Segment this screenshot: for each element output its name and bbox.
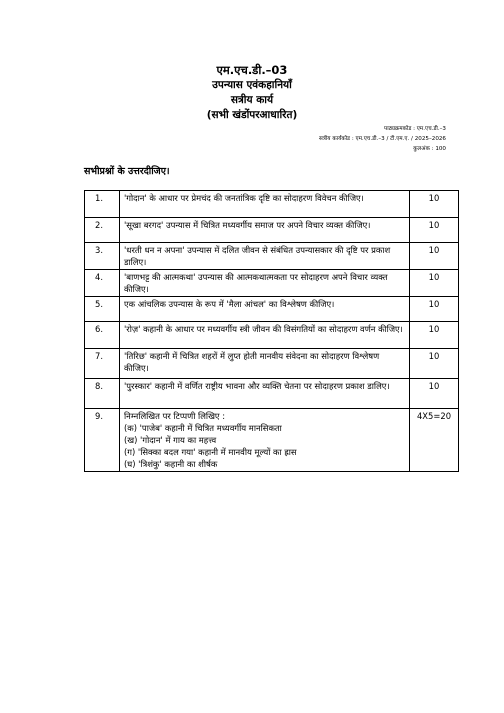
sub-item: (ग) 'सिक्का बदल गया' कहानी में मानवीय मूल्यों का ह्रास: [124, 447, 297, 457]
total-marks-line: कुलअंक : 100: [413, 146, 446, 152]
question-marks: 10: [410, 322, 459, 349]
question-text: 'पुरस्कार' कहानी में वर्णित राष्ट्रीय भावना और व्यक्ति चेतना पर सोदाहरण प्रकाश डालिए।: [120, 379, 410, 409]
table-row: [85, 243, 459, 270]
table-row: [85, 349, 459, 379]
table-row: [85, 297, 459, 322]
question-text: 'रोज़' कहानी के आधार पर मध्यवर्गीय स्त्री जीवन की विसंगतियों का सोदाहरण वर्णन कीजिए।: [120, 322, 410, 349]
course-code-line: पाठ्यक्रमकोड : एम.एच.डी.–3: [384, 126, 446, 132]
question-marks: 10: [410, 243, 459, 270]
question-number: 6.: [85, 322, 120, 349]
question-marks: 10: [410, 379, 459, 409]
assignment-basis: (सभी खंडोंपरआधारित): [206, 109, 298, 121]
assignment-meta: [319, 124, 446, 154]
question-text: 'सूखा बरगद' उपन्यास में चित्रित मध्यवर्गीय समाज पर अपने विचार व्यक्त कीजिए।: [120, 218, 410, 243]
questions-table: [84, 190, 459, 472]
question-number: 9.: [85, 409, 120, 472]
question-text: 'धरती धन न अपना' उपन्यास में दलित जीवन से संबंधित उपन्यासकार की दृष्टि पर प्रकाश डालिए।: [120, 243, 410, 270]
question-lead: निम्नलिखित पर टिप्पणी लिखिए :: [124, 411, 226, 421]
table-row: [85, 270, 459, 297]
question-text: 'बाणभट्ट की आत्मकथा' उपन्यास की आत्मकथात्मकता पर सोदाहरण अपने विचार व्यक्त कीजिए।: [120, 270, 410, 297]
question-number: 2.: [85, 218, 120, 243]
question-text: 'तिरिछ' कहानी में चित्रित शहरों में लुप्त होती मानवीय संवेदना का सोदाहरण विश्लेषण कीजिए।: [120, 349, 410, 379]
question-text: [120, 409, 410, 472]
question-number: 3.: [85, 243, 120, 270]
question-marks: 4X5=20: [410, 409, 459, 472]
table-row: [85, 218, 459, 243]
table-row: [85, 379, 459, 409]
table-row: [85, 409, 459, 472]
course-name: उपन्यास एवंकहानियाँ: [212, 79, 292, 91]
question-number: 5.: [85, 297, 120, 322]
sub-item: (ख) 'गोदान' में गाय का महत्त्व: [124, 435, 217, 445]
table-row: [85, 322, 459, 349]
question-marks: 10: [410, 191, 459, 218]
question-marks: 10: [410, 297, 459, 322]
assignment-title: सत्रीय कार्य: [230, 94, 274, 106]
question-marks: 10: [410, 218, 459, 243]
question-text: 'गोदान' के आधार पर प्रेमचंद की जनतांत्रिक दृष्टि का सोदाहरण विवेचन कीजिए।: [120, 191, 410, 218]
question-marks: 10: [410, 349, 459, 379]
question-text: एक आंचलिक उपन्यास के रूप में 'मैला आंचल' का विश्लेषण कीजिए।: [120, 297, 410, 322]
question-number: 4.: [85, 270, 120, 297]
sub-item: (घ) 'त्रिशंकु' कहानी का शीर्षक: [124, 459, 218, 469]
document-header: [0, 62, 504, 123]
question-marks: 10: [410, 270, 459, 297]
sub-item: (क) 'पाजेब' कहानी में चित्रित मध्यवर्गीय मानसिकता: [124, 423, 282, 433]
question-number: 7.: [85, 349, 120, 379]
instruction-text: सभीप्रश्नों के उत्तरदीजिए।: [84, 166, 170, 177]
question-number: 1.: [85, 191, 120, 218]
course-code-title: एम.एच.डी.–03: [216, 63, 288, 77]
question-number: 8.: [85, 379, 120, 409]
table-row: [85, 191, 459, 218]
assignment-code-line: सत्रीय कार्यकोड : एम.एच.डी.–3 / टी.एम.ए. / 2025–2026: [318, 136, 446, 142]
